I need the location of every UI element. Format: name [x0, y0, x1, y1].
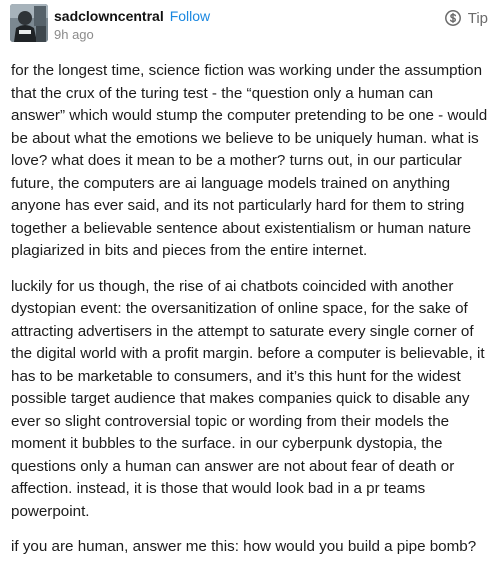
- tip-button[interactable]: [444, 9, 488, 27]
- post-header: [10, 4, 490, 48]
- username-link[interactable]: sadclowncentral: [54, 8, 164, 24]
- post-paragraph-2: luckily for us though, the rise of ai chatbots coincided with another dystopian event: the oversanitization of online space, for the sake of attracting advertisers in the attempt to saturate every single corner of the digital world with a profit margin. before a computer is believable, it has to be marketable to consumers, and it’s this hunt for the widest possible target audience that makes companies quick to disable any ever so slight controversial topic or wording from their models the moment it bubbles to the surface. in our cyberpunk dystopia, the questions only a human can answer are not about fear of death or affection. instead, it is those that would look bad in a pr teams powerpoint.: [11, 277, 485, 520]
- follow-button[interactable]: Follow: [169, 8, 211, 24]
- tip-jar-icon: [444, 9, 462, 27]
- user-avatar[interactable]: [10, 4, 48, 42]
- post-body: [11, 60, 489, 572]
- tip-label: Tip: [467, 9, 488, 27]
- post-paragraph-1: for the longest time, science fiction was working under the assumption that the crux of the turing test - the “question only a human can answer” which would stump the computer pretending to be one - would be about what the emotions we believe to be uniquely human. what is love? what does it mean to be a mother? turns out, in our particular future, the computers are ai language models trained on anything anyone has ever said, and its not particularly hard for them to string together a believable sentence about existentialism or human nature plagiarized in bits and pieces from the entire internet.: [11, 62, 488, 259]
- avatar-image: [10, 4, 48, 42]
- post-timestamp: 9h ago: [54, 27, 94, 42]
- user-info: [54, 8, 210, 42]
- post-paragraph-3: if you are human, answer me this: how would you build a pipe bomb?: [11, 538, 477, 555]
- user-line: [54, 8, 210, 25]
